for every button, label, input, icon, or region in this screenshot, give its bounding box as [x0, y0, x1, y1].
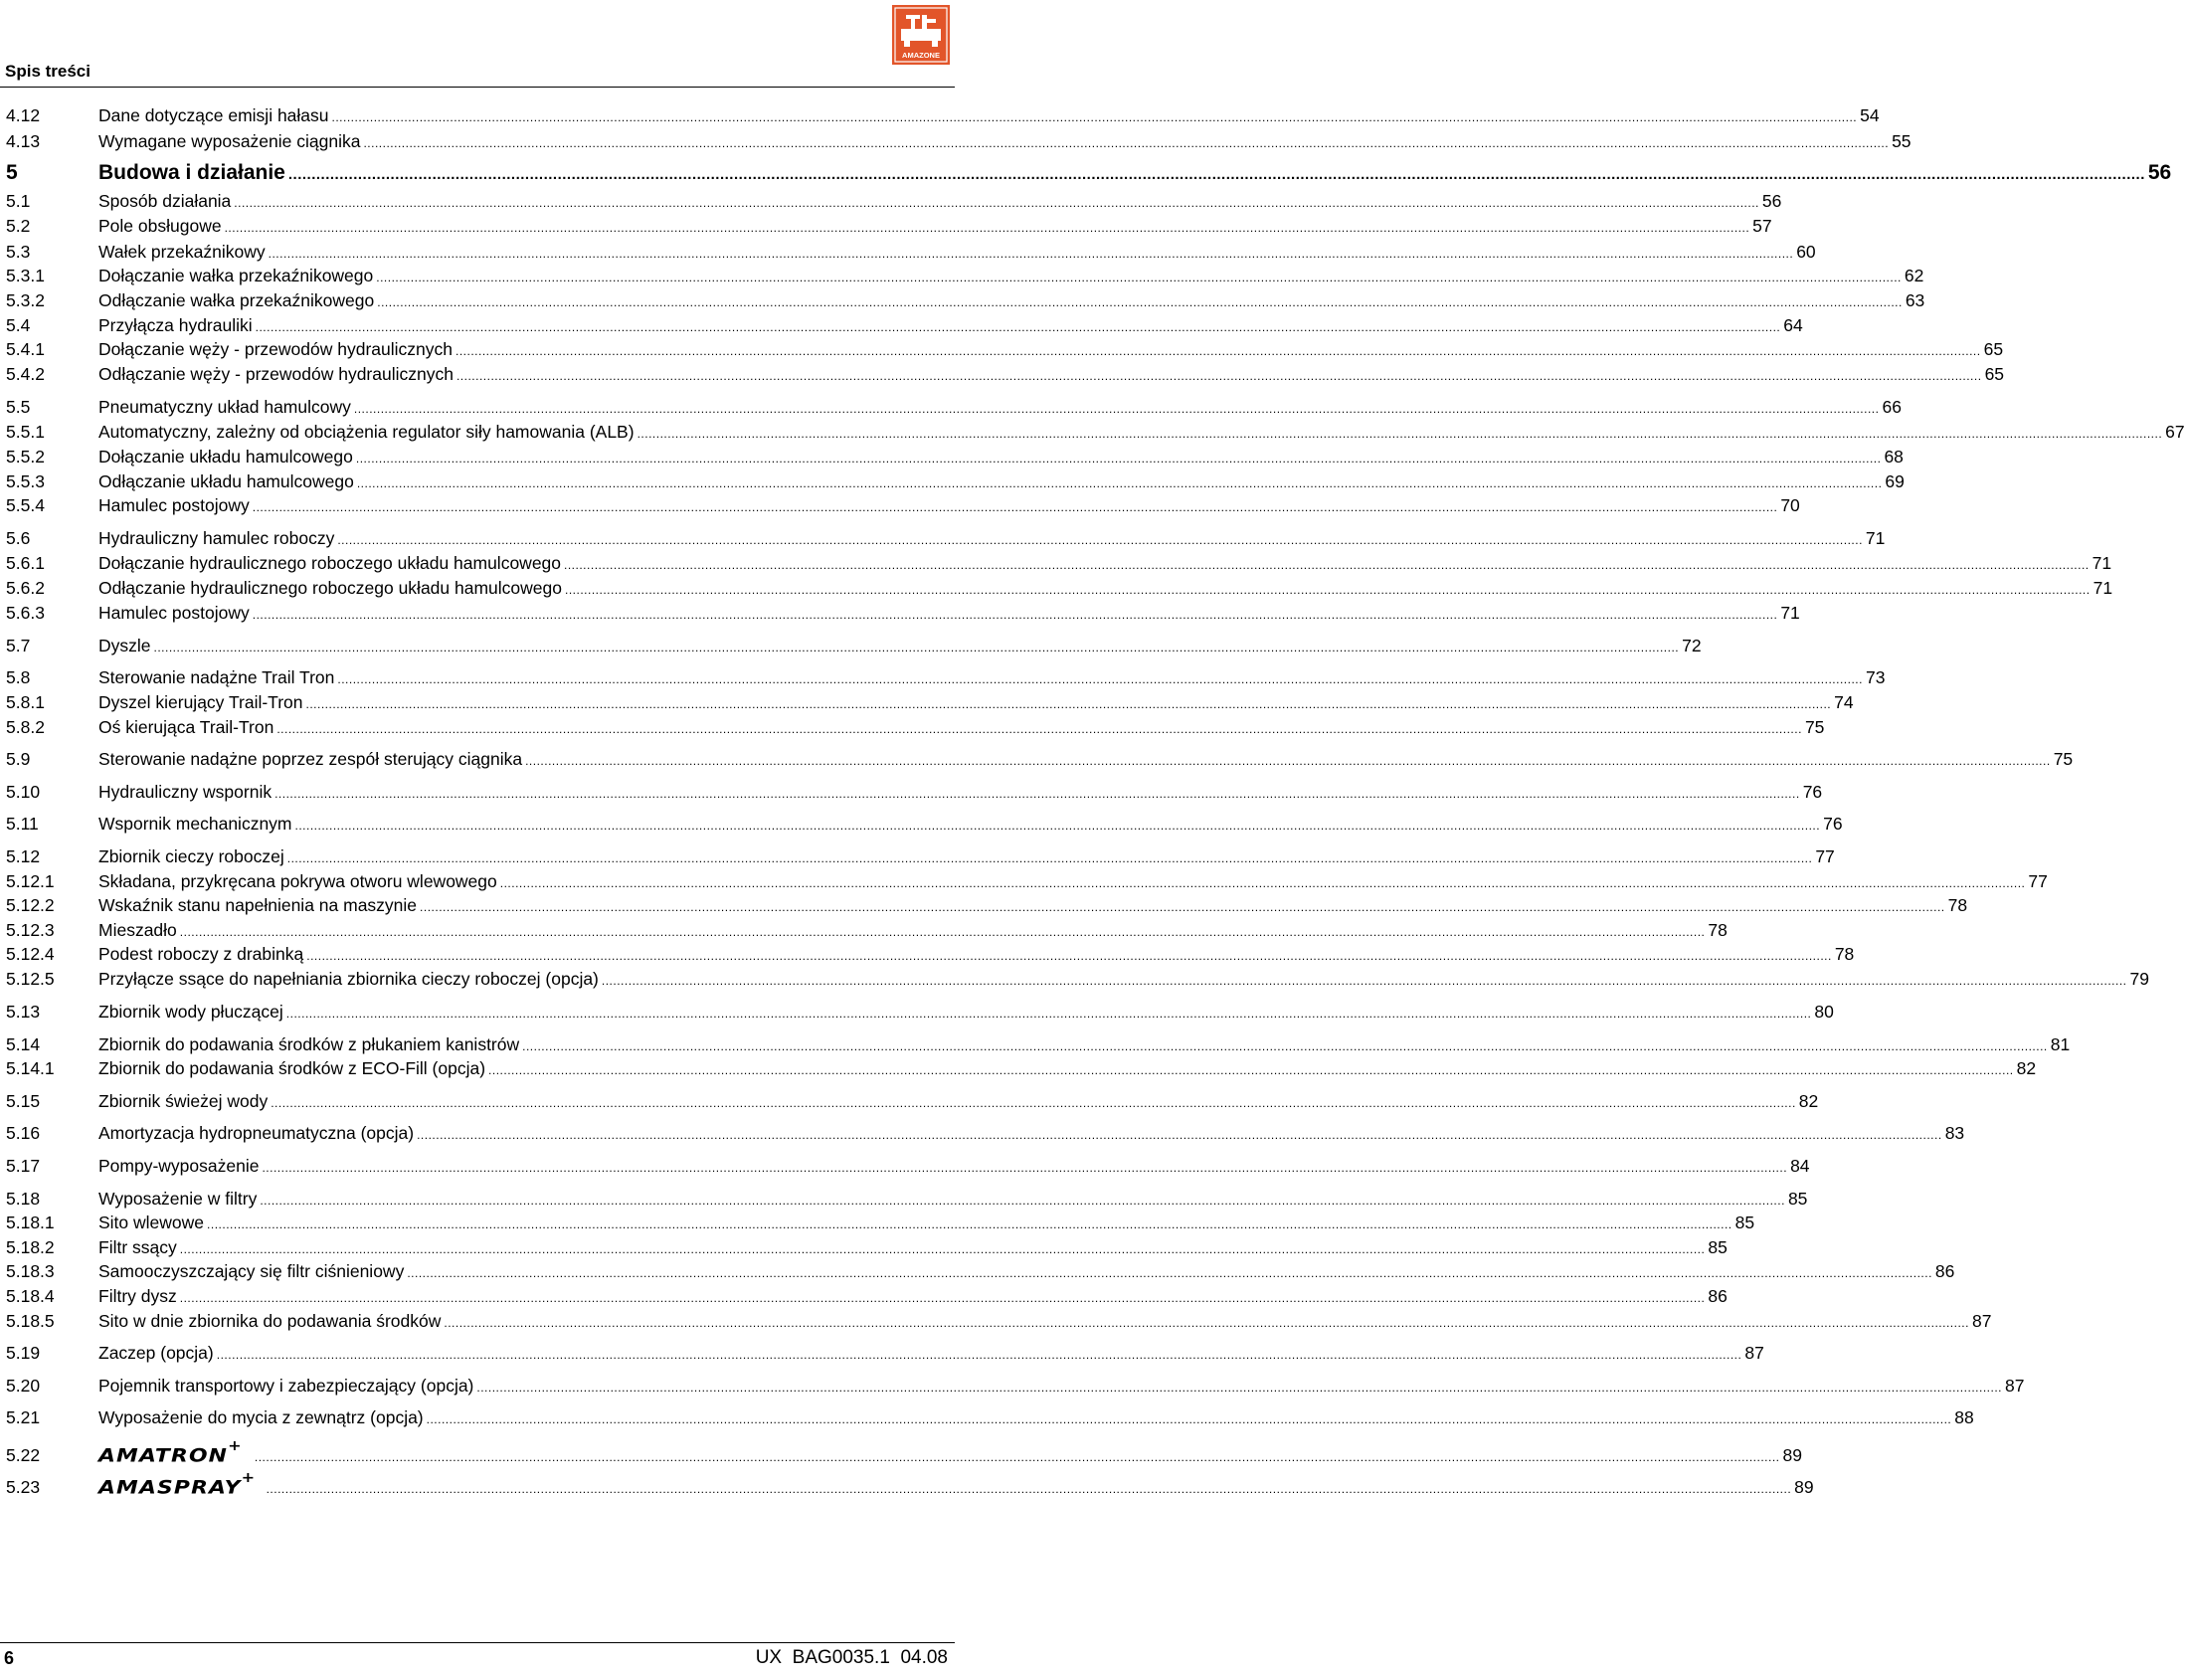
- toc-number: 5.8.1: [6, 692, 45, 712]
- toc-leader-dots: ................................................................................................................................................................................................................................................................................................................................................................................................................: [252, 500, 1778, 514]
- toc-page-number: 60: [1796, 242, 1816, 262]
- toc-row[interactable]: [6, 747, 2074, 771]
- toc-page-number: 78: [1834, 944, 1855, 964]
- toc-title: Hamulec postojowy: [98, 603, 250, 623]
- toc-leader-dots: ................................................................................................................................................................................................................................................................................................................................................................................................................: [420, 900, 1945, 914]
- toc-number: 5.20: [6, 1376, 41, 1396]
- toc-leader-dots: ................................................................................................................................................................................................................................................................................................................................................................................................................: [268, 247, 1794, 261]
- toc-number: 5.12.1: [6, 871, 55, 891]
- toc-row[interactable]: [6, 690, 1854, 714]
- toc-page-number: 71: [1780, 603, 1800, 623]
- toc-row[interactable]: [6, 264, 1924, 287]
- toc-title: Filtr ssący: [98, 1237, 177, 1257]
- toc-page-number: 54: [1860, 105, 1880, 125]
- toc-leader-dots: ................................................................................................................................................................................................................................................................................................................................................................................................................: [179, 1291, 1706, 1305]
- toc-leader-dots: ................................................................................................................................................................................................................................................................................................................................................................................................................: [565, 583, 2091, 597]
- toc-leader-dots: ................................................................................................................................................................................................................................................................................................................................................................................................................: [260, 1194, 1785, 1208]
- toc-number: 5.4.1: [6, 339, 45, 359]
- toc-title: Wskaźnik stanu napełnienia na maszynie: [98, 895, 418, 915]
- toc-number: 5.18: [6, 1189, 41, 1209]
- toc-title: Podest roboczy z drabinką: [98, 944, 304, 964]
- toc-row[interactable]: [6, 918, 1728, 942]
- toc-number: 5.3.2: [6, 290, 45, 310]
- toc-number: 5.3: [6, 242, 31, 262]
- toc-page-number: 76: [1802, 782, 1823, 802]
- toc-row[interactable]: [6, 551, 2112, 575]
- toc-leader-dots: ................................................................................................................................................................................................................................................................................................................................................................................................................: [274, 787, 1800, 801]
- toc-row[interactable]: [6, 362, 2005, 386]
- toc-row[interactable]: [6, 313, 1803, 337]
- toc-leader-dots: ................................................................................................................................................................................................................................................................................................................................................................................................................: [407, 1266, 1932, 1280]
- toc-leader-dots: ................................................................................................................................................................................................................................................................................................................................................................................................................: [306, 949, 1832, 963]
- toc-number: 5.5.4: [6, 495, 45, 515]
- toc-leader-dots: ................................................................................................................................................................................................................................................................................................................................................................................................................: [525, 754, 2051, 768]
- toc-number: 5.8.2: [6, 717, 45, 737]
- toc-title: Sposób działania: [98, 191, 232, 211]
- toc-number: 5.16: [6, 1123, 41, 1143]
- toc-leader-dots: ................................................................................................................................................................................................................................................................................................................................................................................................................: [337, 533, 1863, 547]
- toc-page-number: 82: [2016, 1058, 2037, 1078]
- toc-row[interactable]: [6, 780, 1823, 804]
- toc-title: Pojemnik transportowy i zabezpieczający (opcja): [98, 1376, 474, 1396]
- toc-page-number: 76: [1823, 814, 1843, 834]
- toc-row[interactable]: [6, 1405, 1974, 1429]
- toc-number: 5.6.1: [6, 553, 45, 573]
- toc-row[interactable]: [6, 1056, 2037, 1080]
- toc-page-number: 55: [1892, 131, 1912, 151]
- toc-number: 5.21: [6, 1407, 41, 1427]
- toc-number: 5.18.4: [6, 1286, 55, 1306]
- toc-number: 5.8: [6, 667, 31, 687]
- wordmark-superscript: +: [228, 1438, 243, 1454]
- toc-page-number: 80: [1814, 1002, 1834, 1022]
- toc-page-number: 63: [1905, 290, 1925, 310]
- toc-page-number: 56: [2147, 161, 2172, 184]
- toc-row[interactable]: [6, 395, 1902, 419]
- toc-title: Wałek przekaźnikowy: [98, 242, 266, 262]
- toc-number: 5.7: [6, 636, 31, 655]
- toc-title: Przyłącze ssące do napełniania zbiornika cieczy roboczej (opcja): [98, 969, 599, 989]
- toc-number: 5.11: [6, 814, 39, 834]
- toc-title: Mieszadło: [98, 920, 177, 940]
- toc-row[interactable]: [6, 288, 1925, 312]
- toc-page-number: 85: [1734, 1213, 1755, 1232]
- toc-row[interactable]: [6, 1187, 1808, 1211]
- toc-title: Wymagane wyposażenie ciągnika: [98, 131, 361, 151]
- toc-leader-dots: ................................................................................................................................................................................................................................................................................................................................................................................................................: [376, 271, 1902, 284]
- toc-page-number: 57: [1752, 216, 1772, 236]
- toc-number: 5: [6, 161, 18, 184]
- toc-page-number: 78: [1708, 920, 1728, 940]
- toc-row[interactable]: [6, 869, 2048, 893]
- toc-chapter-row[interactable]: [6, 161, 2172, 185]
- toc-title: Przyłącza hydrauliki: [98, 315, 253, 335]
- toc-page-number: 64: [1783, 315, 1803, 335]
- toc-title: Automatyczny, zależny od obciążenia regulator siły hamowania (ALB): [98, 422, 635, 442]
- toc-page-number: 86: [1934, 1261, 1955, 1281]
- toc-leader-dots: ................................................................................................................................................................................................................................................................................................................................................................................................................: [305, 697, 1832, 711]
- wordmark-text: AMATRON: [98, 1444, 229, 1467]
- logo-wordmark: AMAZONE: [902, 51, 940, 60]
- toc-row[interactable]: [6, 1235, 1728, 1259]
- toc-title: Wyposażenie w filtry: [98, 1189, 258, 1209]
- toc-wordmark-title: [98, 1470, 256, 1499]
- toc-leader-dots: ................................................................................................................................................................................................................................................................................................................................................................................................................: [363, 136, 1890, 150]
- toc-leader-dots: ................................................................................................................................................................................................................................................................................................................................................................................................................: [522, 1039, 2048, 1053]
- toc-title: Pole obsługowe: [98, 216, 222, 236]
- toc-row[interactable]: [6, 1154, 1810, 1178]
- toc-page-number: 71: [2093, 578, 2113, 598]
- toc-leader-dots: ................................................................................................................................................................................................................................................................................................................................................................................................................: [488, 1063, 2014, 1077]
- toc-leader-dots: ................................................................................................................................................................................................................................................................................................................................................................................................................: [455, 369, 1982, 383]
- toc-number: 5.18.1: [6, 1213, 55, 1232]
- toc-page-number: 56: [1761, 191, 1782, 211]
- toc-row[interactable]: [6, 420, 2185, 444]
- toc-number: 5.17: [6, 1156, 41, 1176]
- toc-number: 5.5: [6, 397, 31, 417]
- toc-title: Zaczep (opcja): [98, 1343, 214, 1363]
- toc-page-number: 65: [1983, 339, 2004, 359]
- toc-title: Zbiornik świeżej wody: [98, 1091, 269, 1111]
- toc-row[interactable]: [6, 240, 1816, 264]
- toc-page-number: 86: [1708, 1286, 1728, 1306]
- toc-page-number: 84: [1790, 1156, 1810, 1176]
- toc-title: Zbiornik do podawania środków z ECO-Fill (opcja): [98, 1058, 486, 1078]
- toc-number: 5.19: [6, 1343, 41, 1363]
- toc-number: 5.10: [6, 782, 41, 802]
- toc-page-number: 66: [1882, 397, 1902, 417]
- toc-title: Hamulec postojowy: [98, 495, 250, 515]
- toc-number: 4.12: [6, 105, 41, 125]
- toc-row[interactable]: [6, 967, 2149, 991]
- toc-title: Samooczyszczający się filtr ciśnieniowy: [98, 1261, 405, 1281]
- toc-page-number: 88: [1954, 1407, 1974, 1427]
- toc-page-number: 74: [1834, 692, 1854, 712]
- toc-title: Pneumatyczny układ hamulcowy: [98, 397, 351, 417]
- toc-page-number: 87: [1744, 1343, 1764, 1363]
- toc-title: Dyszle: [98, 636, 151, 655]
- toc-page-number: 72: [1682, 636, 1702, 655]
- toc-number: 5.6: [6, 528, 31, 548]
- toc-title: Składana, przykręcana pokrywa otworu wlewowego: [98, 871, 497, 891]
- toc-title: Dyszel kierujący Trail-Tron: [98, 692, 303, 712]
- toc-number: 5.3.1: [6, 266, 45, 285]
- toc-number: 4.13: [6, 131, 41, 151]
- toc-page-number: 75: [1804, 717, 1825, 737]
- toc-title: Wspornik mechanicznym: [98, 814, 292, 834]
- toc-leader-dots: ................................................................................................................................................................................................................................................................................................................................................................................................................: [287, 166, 2145, 183]
- toc-wordmark-title: [98, 1438, 243, 1467]
- toc-title: Sito wlewowe: [98, 1213, 205, 1232]
- toc-title: Dołączanie węży - przewodów hydraulicznych: [98, 339, 453, 359]
- toc-leader-dots: ................................................................................................................................................................................................................................................................................................................................................................................................................: [331, 110, 1858, 124]
- toc-page-number: 73: [1865, 667, 1886, 687]
- toc-row[interactable]: [6, 1211, 1755, 1234]
- toc-leader-dots: ................................................................................................................................................................................................................................................................................................................................................................................................................: [444, 1316, 1969, 1330]
- toc-number: 5.14.1: [6, 1058, 55, 1078]
- toc-row[interactable]: [6, 812, 1843, 836]
- toc-number: 5.5.3: [6, 471, 45, 491]
- toc-page-number: 81: [2050, 1034, 2071, 1054]
- toc-page-number: 83: [1944, 1123, 1965, 1143]
- toc-leader-dots: ................................................................................................................................................................................................................................................................................................................................................................................................................: [255, 320, 1781, 334]
- toc-row[interactable]: [6, 445, 1904, 468]
- toc-page-number: 71: [1865, 528, 1886, 548]
- toc-leader-dots: ................................................................................................................................................................................................................................................................................................................................................................................................................: [601, 974, 2127, 988]
- header-rule: [0, 87, 955, 88]
- toc-title: Hydrauliczny wspornik: [98, 782, 273, 802]
- toc-page-number: 69: [1885, 471, 1905, 491]
- toc-page-number: 79: [2129, 969, 2149, 989]
- toc-row[interactable]: [6, 214, 1772, 238]
- wordmark-superscript: +: [241, 1470, 257, 1486]
- toc-leader-dots: ................................................................................................................................................................................................................................................................................................................................................................................................................: [355, 452, 1882, 466]
- toc-leader-dots: ................................................................................................................................................................................................................................................................................................................................................................................................................: [285, 1007, 1812, 1021]
- toc-page-number: 77: [1815, 846, 1835, 866]
- toc-leader-dots: ................................................................................................................................................................................................................................................................................................................................................................................................................: [207, 1217, 1732, 1231]
- toc-page-number: 68: [1884, 447, 1904, 467]
- toc-title: Budowa i działanie: [98, 161, 285, 184]
- toc-number: 5.9: [6, 749, 31, 769]
- toc-row[interactable]: [6, 1121, 1965, 1145]
- toc-number: 5.12.3: [6, 920, 55, 940]
- toc-page-number: 71: [2092, 553, 2112, 573]
- footer-page-number: 6: [4, 1648, 15, 1668]
- toc-title: Oś kierująca Trail-Tron: [98, 717, 274, 737]
- toc-leader-dots: ................................................................................................................................................................................................................................................................................................................................................................................................................: [356, 476, 1883, 490]
- toc-number: 5.23: [6, 1477, 41, 1498]
- toc-title: Odłączanie hydraulicznego roboczego układu hamulcowego: [98, 578, 562, 598]
- toc-leader-dots: ................................................................................................................................................................................................................................................................................................................................................................................................................: [476, 1381, 2002, 1395]
- toc-leader-dots: ................................................................................................................................................................................................................................................................................................................................................................................................................: [252, 608, 1778, 622]
- toc-row[interactable]: [6, 715, 1825, 739]
- toc-row[interactable]: [6, 1284, 1728, 1308]
- toc-leader-dots: ................................................................................................................................................................................................................................................................................................................................................................................................................: [179, 925, 1706, 939]
- toc-row[interactable]: [6, 942, 1855, 966]
- toc-row[interactable]: [6, 634, 1702, 657]
- toc-leader-dots: ................................................................................................................................................................................................................................................................................................................................................................................................................: [426, 1412, 1952, 1426]
- toc-title: Filtry dysz: [98, 1286, 177, 1306]
- toc-row[interactable]: [6, 1032, 2071, 1056]
- toc-leader-dots: ................................................................................................................................................................................................................................................................................................................................................................................................................: [417, 1128, 1942, 1142]
- toc-row[interactable]: [6, 337, 2004, 361]
- toc-title: Dołączanie wałka przekaźnikowego: [98, 266, 374, 285]
- toc-number: 5.13: [6, 1002, 41, 1022]
- toc-number: 5.15: [6, 1091, 41, 1111]
- toc-title: Odłączanie wałka przekaźnikowego: [98, 290, 375, 310]
- toc-number: 5.4: [6, 315, 31, 335]
- toc-row[interactable]: [6, 189, 1782, 213]
- toc-number: 5.22: [6, 1445, 41, 1466]
- toc-leader-dots: ................................................................................................................................................................................................................................................................................................................................................................................................................: [337, 672, 1863, 686]
- toc-leader-dots: ................................................................................................................................................................................................................................................................................................................................................................................................................: [224, 221, 1750, 235]
- toc-number: 5.12.4: [6, 944, 55, 964]
- toc-row[interactable]: [6, 1374, 2025, 1398]
- toc-leader-dots: ................................................................................................................................................................................................................................................................................................................................................................................................................: [216, 1348, 1742, 1362]
- toc-row[interactable]: [6, 1309, 1992, 1333]
- toc-title: Odłączanie węży - przewodów hydraulicznych: [98, 364, 454, 384]
- toc-number: 5.18.3: [6, 1261, 55, 1281]
- toc-page-number: 62: [1904, 266, 1924, 285]
- toc-row[interactable]: [6, 103, 1880, 127]
- toc-number: 5.4.2: [6, 364, 45, 384]
- toc-row[interactable]: [6, 893, 1968, 917]
- toc-number: 5.5.2: [6, 447, 45, 467]
- toc-leader-dots: ................................................................................................................................................................................................................................................................................................................................................................................................................: [271, 1096, 1796, 1110]
- toc-number: 5.5.1: [6, 422, 45, 442]
- toc-title: Zbiornik do podawania środków z płukaniem kanistrów: [98, 1034, 520, 1054]
- toc-number: 5.14: [6, 1034, 41, 1054]
- toc-number: 5.12: [6, 846, 41, 866]
- toc-row[interactable]: [6, 1000, 1834, 1024]
- toc-number: 5.12.2: [6, 895, 55, 915]
- toc-title: Dołączanie hydraulicznego roboczego układu hamulcowego: [98, 553, 562, 573]
- footer-doc-code: UX BAG0035.1 04.08: [755, 1647, 948, 1668]
- toc-title: Dołączanie układu hamulcowego: [98, 447, 353, 467]
- toc-leader-dots: ................................................................................................................................................................................................................................................................................................................................................................................................................: [286, 851, 1813, 865]
- toc-number: 5.12.5: [6, 969, 55, 989]
- toc-leader-dots: ................................................................................................................................................................................................................................................................................................................................................................................................................: [499, 876, 2026, 890]
- toc-title: Amortyzacja hydropneumatyczna (opcja): [98, 1123, 415, 1143]
- toc-leader-dots: ................................................................................................................................................................................................................................................................................................................................................................................................................: [276, 722, 1802, 736]
- toc-leader-dots: ................................................................................................................................................................................................................................................................................................................................................................................................................: [254, 1450, 1780, 1465]
- toc-title: Sterowanie nadążne Trail Tron: [98, 667, 335, 687]
- toc-page-number: 89: [1782, 1445, 1802, 1466]
- toc-row[interactable]: [6, 526, 1886, 550]
- toc-number: 5.18.2: [6, 1237, 55, 1257]
- toc-page-number: 85: [1708, 1237, 1728, 1257]
- toc-page-number: 77: [2028, 871, 2048, 891]
- header-title: Spis treści: [5, 62, 91, 81]
- toc-title: Hydrauliczny hamulec roboczy: [98, 528, 335, 548]
- toc-row[interactable]: [6, 493, 1800, 517]
- toc-page-number: 65: [1984, 364, 2005, 384]
- toc-page-number: 89: [1794, 1477, 1814, 1498]
- toc-leader-dots: ................................................................................................................................................................................................................................................................................................................................................................................................................: [179, 1242, 1706, 1256]
- footer-rule: [0, 1642, 955, 1643]
- toc-title: Pompy-wyposażenie: [98, 1156, 260, 1176]
- toc-page-number: 87: [1971, 1311, 1992, 1331]
- toc-title: Zbiornik cieczy roboczej: [98, 846, 284, 866]
- toc-number: 5.6.3: [6, 603, 45, 623]
- toc-leader-dots: ................................................................................................................................................................................................................................................................................................................................................................................................................: [637, 427, 2163, 441]
- toc-title: Sito w dnie zbiornika do podawania środków: [98, 1311, 442, 1331]
- toc-number: 5.6.2: [6, 578, 45, 598]
- toc-row[interactable]: [6, 1341, 1764, 1365]
- toc-leader-dots: ................................................................................................................................................................................................................................................................................................................................................................................................................: [377, 295, 1903, 309]
- toc-number: 5.1: [6, 191, 31, 211]
- toc-row[interactable]: [6, 1438, 1802, 1467]
- toc-page-number: 70: [1780, 495, 1800, 515]
- toc-page-number: 78: [1947, 895, 1968, 915]
- toc-row[interactable]: [6, 469, 1905, 493]
- toc-leader-dots: ................................................................................................................................................................................................................................................................................................................................................................................................................: [564, 558, 2090, 572]
- toc-number: 5.18.5: [6, 1311, 55, 1331]
- toc-leader-dots: ................................................................................................................................................................................................................................................................................................................................................................................................................: [234, 196, 1759, 210]
- toc-title: Zbiornik wody płuczącej: [98, 1002, 283, 1022]
- toc-row[interactable]: [6, 601, 1800, 625]
- toc-leader-dots: ................................................................................................................................................................................................................................................................................................................................................................................................................: [455, 344, 1981, 358]
- toc-title: Sterowanie nadążne poprzez zespół sterujący ciągnika: [98, 749, 523, 769]
- toc-leader-dots: ................................................................................................................................................................................................................................................................................................................................................................................................................: [294, 819, 1821, 833]
- toc-page-number: 87: [2004, 1376, 2025, 1396]
- amazone-logo-icon: [892, 5, 950, 65]
- toc-row[interactable]: [6, 576, 2113, 600]
- toc-page-number: 82: [1798, 1091, 1819, 1111]
- toc-row[interactable]: [6, 1470, 1814, 1499]
- toc-number: 5.2: [6, 216, 31, 236]
- toc-title: Dane dotyczące emisji hałasu: [98, 105, 329, 125]
- toc-leader-dots: ................................................................................................................................................................................................................................................................................................................................................................................................................: [262, 1161, 1788, 1175]
- toc-row[interactable]: [6, 129, 1912, 153]
- toc-title: Wyposażenie do mycia z zewnątrz (opcja): [98, 1407, 424, 1427]
- toc-title: Odłączanie układu hamulcowego: [98, 471, 354, 491]
- toc-row[interactable]: [6, 665, 1886, 689]
- wordmark-text: AMASPRAY: [98, 1476, 242, 1499]
- toc-row[interactable]: [6, 844, 1835, 868]
- toc-page-number: 75: [2053, 749, 2074, 769]
- toc-page-number: 67: [2165, 422, 2185, 442]
- toc-page-number: 85: [1787, 1189, 1808, 1209]
- toc-row[interactable]: [6, 1089, 1819, 1113]
- toc-row[interactable]: [6, 1259, 1955, 1283]
- toc-leader-dots: ................................................................................................................................................................................................................................................................................................................................................................................................................: [266, 1482, 1792, 1497]
- toc-leader-dots: ................................................................................................................................................................................................................................................................................................................................................................................................................: [153, 641, 1680, 654]
- toc-leader-dots: ................................................................................................................................................................................................................................................................................................................................................................................................................: [353, 402, 1880, 416]
